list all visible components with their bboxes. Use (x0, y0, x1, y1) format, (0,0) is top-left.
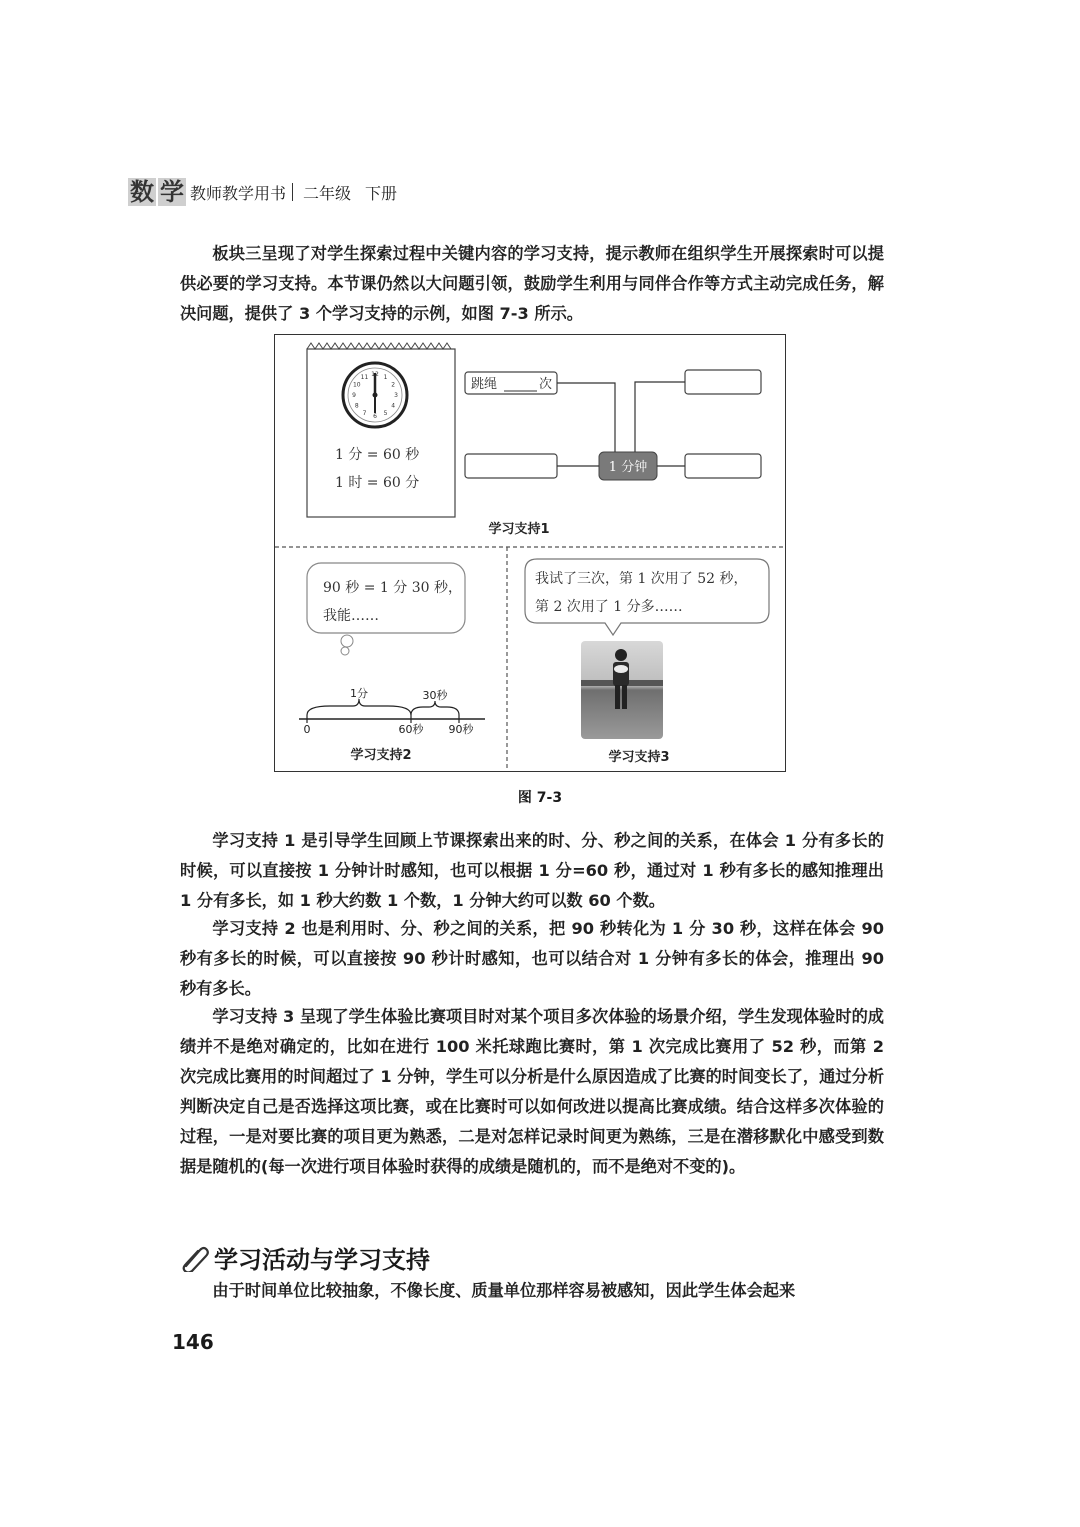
number-line (299, 699, 485, 723)
paragraph-support-2: 学习支持 2 也是利用时、分、秒之间的关系，把 90 秒转化为 1 分 30 秒，这样在体会 90 秒有多长的时候，可以直接按 90 秒计时感知，也可以结合对 1 分钟有多长的体会，推理出 90 秒有多长。 (180, 919, 884, 998)
brace-30-sec (411, 701, 459, 715)
brace-1-min (307, 699, 411, 715)
grade-label: 二年级 (303, 183, 352, 203)
number-line-zero: 0 (303, 723, 311, 736)
clock-number: 12 (371, 371, 379, 378)
mind-map (465, 370, 761, 480)
header-divider (292, 183, 293, 201)
bubble-3-line-1: 我试了三次，第 1 次用了 52 秒， (535, 571, 748, 587)
page-header (128, 176, 397, 208)
page-number: 146 (172, 1330, 214, 1354)
paragraph-support-1: 学习支持 1 是引导学生回顾上节课探索出来的时、分、秒之间的关系，在体会 1 分有多长的时候，可以直接按 1 分钟计时感知，也可以根据 1 分=60 秒，通过对 1 秒有多长的感知推理出 1 分有多长，如 1 秒大约数 1 个数，1 分钟大约可以数 60 个数。 (180, 831, 884, 910)
clock-number: 7 (362, 410, 367, 418)
clock-number: 3 (394, 392, 398, 399)
bubble-2-line-1: 90 秒 = 1 分 30 秒， (323, 580, 462, 596)
section-heading (180, 1240, 430, 1275)
number-line-30s: 30秒 (422, 689, 448, 702)
clock-number: 1 (383, 373, 388, 381)
bubble-3-line-2: 第 2 次用了 1 分多…… (535, 599, 683, 615)
number-line-90s: 90秒 (448, 723, 474, 736)
number-line-1min: 1分 (350, 687, 368, 700)
mind-map-box-empty-left (465, 454, 557, 478)
paragraph-learning-activity: 由于时间单位比较抽象，不像长度、质量单位那样容易被感知，因此学生体会起来 (212, 1281, 796, 1300)
logo-char-shu: 数 (130, 178, 154, 206)
clock-number: 10 (352, 381, 361, 389)
figure-7-3 (274, 334, 786, 772)
clock-number: 5 (383, 410, 388, 418)
paragraph-support-3: 学习支持 3 呈现了学生体验比赛项目时对某个项目多次体验的场景介绍，学生发现体验时的成绩并不是绝对确定的，比如在进行 100 米托球跑比赛时，第 1 次完成比赛用了 52 秒，而第 2 次完成比赛用的时间超过了 1 分钟，学生可以分析是什么原因造成了比赛的时间变长了，通过分析判断决定自己是否选择这项比赛，或在比赛时可以如何改进以提高比赛成绩。结合这样多次体验的过程，一是对要比赛的项目更为熟悉，二是对怎样记录时间更为熟练，三是在潜移默化中感受到数据是随机的(每一次进行项目体验时获得的成绩是随机的，而不是绝对不变的)。 (180, 1007, 884, 1176)
bubble-2-line-2: 我能…… (323, 608, 379, 624)
support-1-label: 学习支持1 (488, 522, 550, 537)
clock-icon (343, 363, 407, 427)
book-title: 教师教学用书 (190, 183, 287, 203)
student-photo (581, 641, 663, 739)
figure-svg (275, 335, 785, 771)
mind-map-box-prefix: 跳绳 (471, 377, 498, 392)
paperclip-icon (180, 1244, 210, 1272)
clock-number: 11 (360, 373, 369, 381)
note-line-1: 1 分 = 60 秒 (335, 447, 420, 463)
book-logo (128, 178, 186, 206)
volume-label: 下册 (365, 183, 398, 203)
clock-number: 6 (373, 413, 377, 420)
paragraph-intro: 板块三呈现了对学生探索过程中关键内容的学习支持，提示教师在组织学生开展探索时可以提供必要的学习支持。本节课仍然以大问题引领，鼓励学生利用与同伴合作等方式主动完成任务，解决问题，提供了 3 个学习支持的示例，如图 7-3 所示。 (180, 244, 884, 323)
clock-number: 8 (354, 402, 359, 410)
mind-map-box-suffix: 次 (539, 377, 553, 392)
mind-map-box-empty-top-right (685, 370, 761, 394)
clock-number: 4 (391, 402, 396, 410)
number-line-60s: 60秒 (398, 723, 424, 736)
section-title-text: 学习活动与学习支持 (214, 1246, 430, 1274)
clock-number: 2 (391, 381, 396, 389)
center-node-label: 1 分钟 (608, 460, 648, 475)
note-line-2: 1 时 = 60 分 (335, 475, 420, 491)
support-3-label: 学习支持3 (608, 750, 670, 765)
clock-number: 9 (352, 392, 356, 399)
mind-map-box-empty-bottom-right (685, 454, 761, 478)
support-2-label: 学习支持2 (350, 748, 412, 763)
logo-char-xue: 学 (160, 178, 184, 206)
figure-caption: 图 7-3 (517, 790, 563, 806)
